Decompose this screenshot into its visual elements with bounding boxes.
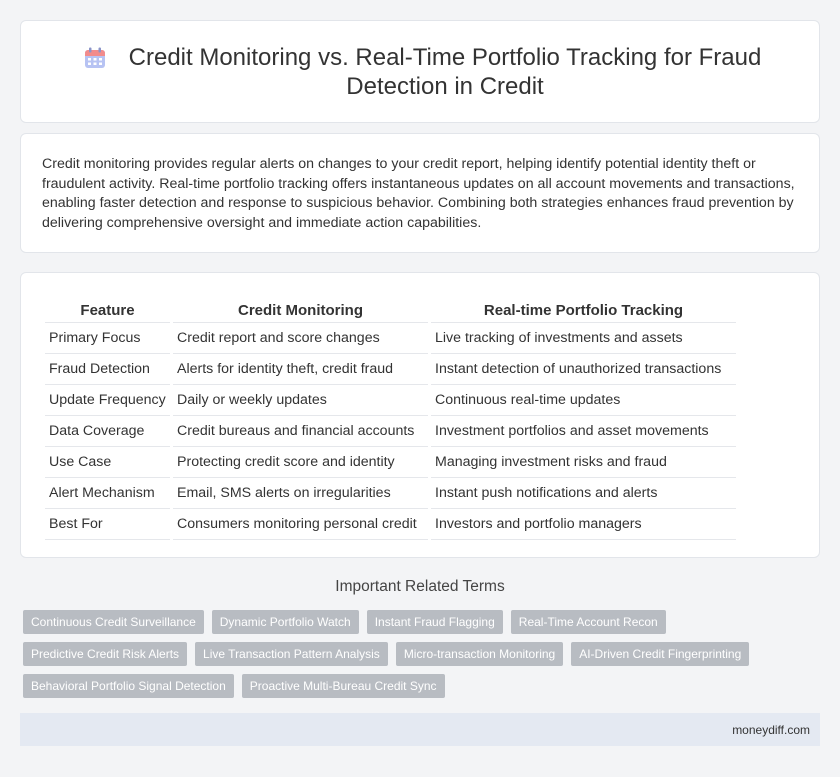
column-header-portfolio-tracking: Real-time Portfolio Tracking [431,295,736,323]
table-cell: Live tracking of investments and assets [431,323,736,354]
related-terms-list [23,610,803,706]
table-cell: Daily or weekly updates [173,385,428,416]
tag[interactable]: Behavioral Portfolio Signal Detection [23,674,234,698]
tag[interactable]: Real-Time Account Recon [511,610,666,634]
table-cell: Consumers monitoring personal credit [173,509,428,540]
table-cell: Managing investment risks and fraud [431,447,736,478]
tag[interactable]: Continuous Credit Surveillance [23,610,204,634]
tag[interactable]: Dynamic Portfolio Watch [212,610,359,634]
table-cell: Fraud Detection [45,354,170,385]
tag-row [23,642,803,666]
table-row [45,447,736,478]
table-cell: Use Case [45,447,170,478]
comparison-card [20,272,820,558]
table-cell: Investors and portfolio managers [431,509,736,540]
table-row [45,509,736,540]
title-card [20,20,820,123]
table-cell: Update Frequency [45,385,170,416]
table-cell: Instant push notifications and alerts [431,478,736,509]
table-header-row [45,295,736,323]
table-row [45,323,736,354]
table-cell: Alert Mechanism [45,478,170,509]
tag[interactable]: Proactive Multi-Bureau Credit Sync [242,674,445,698]
footer [20,713,820,746]
tag-row [23,610,803,634]
intro-paragraph: Credit monitoring provides regular alerts on changes to your credit report, helping identify potential identity theft or fraudulent activity. Real-time portfolio tracking offers instantaneous updates on all account movements and transactions, enabling faster detection and response to suspicious behavior. Combining both strategies enhances fraud prevention by delivering comprehensive oversight and immediate action capabilities. [42,156,795,231]
column-header-feature: Feature [45,295,170,323]
tag[interactable]: Instant Fraud Flagging [367,610,503,634]
tag[interactable]: Micro-transaction Monitoring [396,642,563,666]
comparison-table [42,295,739,540]
table-cell: Best For [45,509,170,540]
intro-card [20,133,820,253]
table-row [45,416,736,447]
page-title: Credit Monitoring vs. Real-Time Portfolio Tracking for Fraud Detection in Credit [128,44,762,100]
table-row [45,354,736,385]
tag[interactable]: Live Transaction Pattern Analysis [195,642,388,666]
table-cell: Data Coverage [45,416,170,447]
tag[interactable]: Predictive Credit Risk Alerts [23,642,187,666]
table-cell: Continuous real-time updates [431,385,736,416]
related-terms-heading: Important Related Terms [335,578,505,595]
table-cell: Protecting credit score and identity [173,447,428,478]
table-row [45,478,736,509]
table-cell: Credit bureaus and financial accounts [173,416,428,447]
table-cell: Credit report and score changes [173,323,428,354]
tag-row [23,674,803,698]
table-cell: Primary Focus [45,323,170,354]
table-cell: Alerts for identity theft, credit fraud [173,354,428,385]
table-cell: Instant detection of unauthorized transactions [431,354,736,385]
table-cell: Investment portfolios and asset movements [431,416,736,447]
table-row [45,385,736,416]
footer-site-link[interactable]: moneydiff.com [732,723,810,737]
table-cell: Email, SMS alerts on irregularities [173,478,428,509]
column-header-credit-monitoring: Credit Monitoring [173,295,428,323]
tag[interactable]: AI-Driven Credit Fingerprinting [571,642,749,666]
